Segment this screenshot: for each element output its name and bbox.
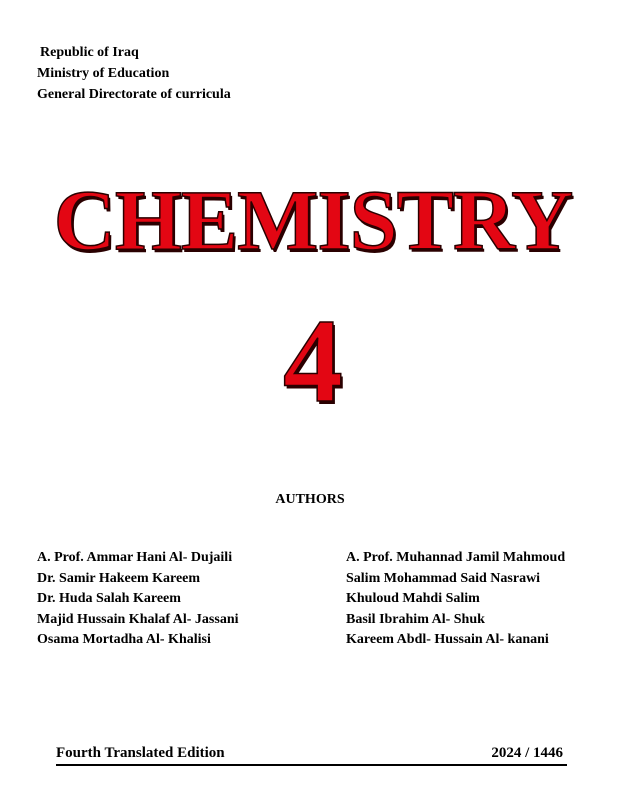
authors-right-column (346, 548, 565, 651)
country-line: Republic of Iraq (40, 45, 139, 60)
author-name: Majid Hussain Khalaf Al- Jassani (37, 611, 239, 627)
author-name: Basil Ibrahim Al- Shuk (346, 611, 485, 627)
author-name: Dr. Huda Salah Kareem (37, 591, 181, 606)
book-title: CHEMISTRY (53, 172, 573, 268)
volume-number: 4 (283, 294, 343, 427)
ministry-line: Ministry of Education (37, 66, 170, 81)
author-name: Salim Mohammad Said Nasrawi (346, 570, 541, 586)
author-name: A. Prof. Muhannad Jamil Mahmoud (346, 550, 566, 565)
author-name: Kareem Abdl- Hussain Al- kanani (346, 632, 549, 647)
author-name: Dr. Samir Hakeem Kareem (37, 570, 201, 586)
author-name: Osama Mortadha Al- Khalisi (37, 632, 211, 647)
directorate-line: General Directorate of curricula (37, 87, 231, 102)
edition-year: 2024 / 1446 (491, 745, 563, 761)
authors-heading: AUTHORS (275, 492, 345, 507)
authors-left-column (37, 548, 239, 651)
author-name: A. Prof. Ammar Hani Al- Dujaili (37, 550, 233, 565)
issuing-authority (37, 42, 231, 105)
author-name: Khuloud Mahdi Salim (346, 591, 480, 606)
edition-label: Fourth Translated Edition (56, 745, 225, 761)
footer-divider (56, 764, 567, 766)
